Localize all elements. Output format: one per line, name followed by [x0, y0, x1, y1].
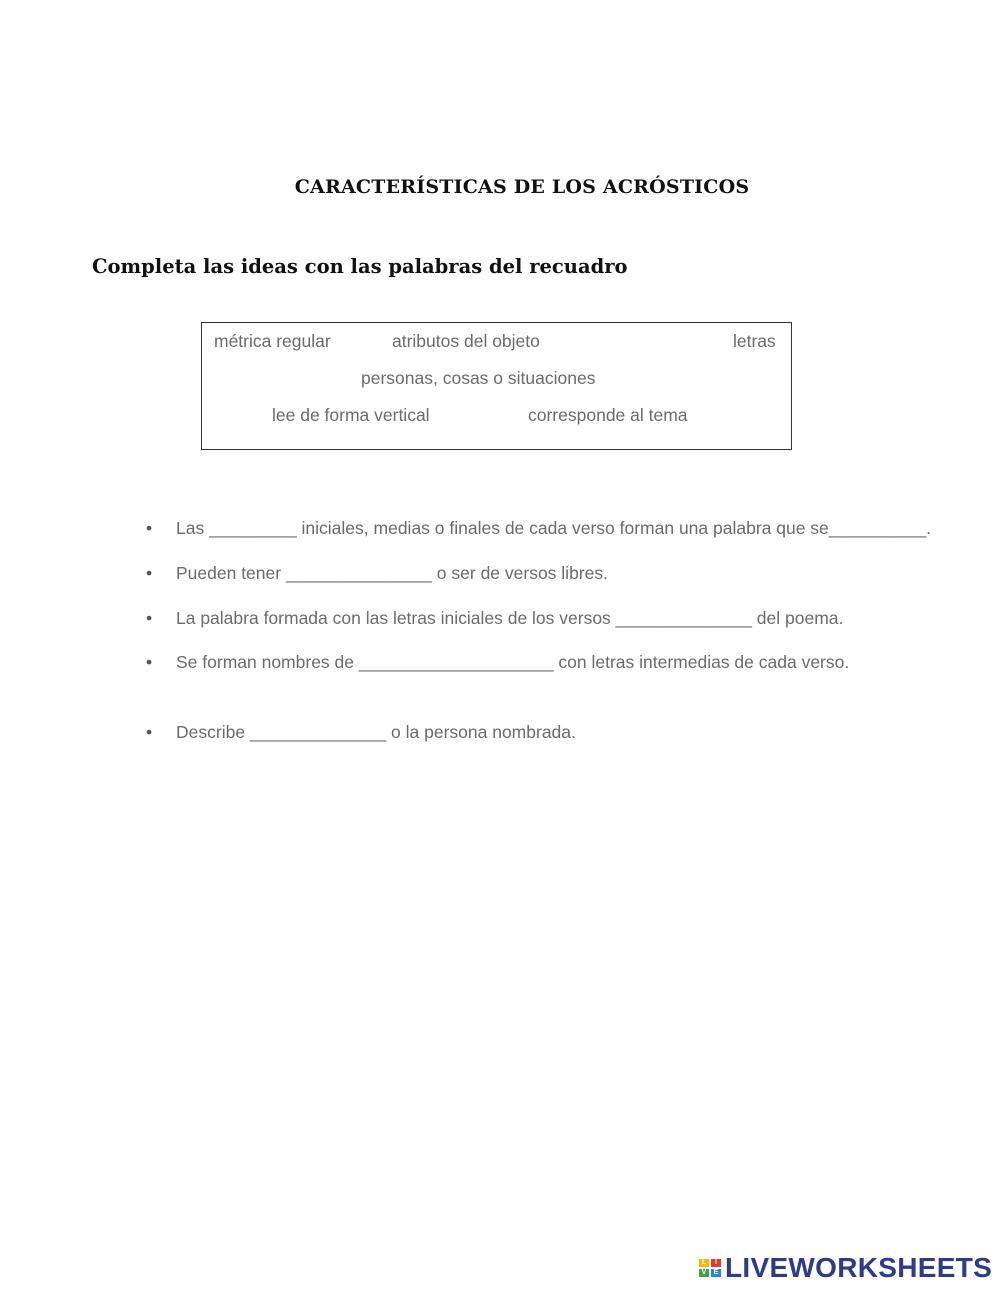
bullet-icon: • [146, 722, 153, 742]
liveworksheets-logo [699, 1252, 992, 1284]
logo-mark-letter: E [711, 1269, 721, 1277]
word-bank-item: métrica regular [214, 331, 331, 351]
list-item [146, 518, 931, 539]
worksheet-title: CARACTERÍSTICAS DE LOS ACRÓSTICOS [294, 176, 750, 198]
word-bank-item: atributos del objeto [392, 331, 540, 351]
word-bank-item: corresponde al tema [528, 405, 688, 425]
list-item [146, 563, 608, 584]
list-item [146, 608, 843, 629]
word-bank-item: lee de forma vertical [272, 405, 430, 425]
bullet-icon: • [146, 652, 153, 672]
word-bank-item: letras [733, 331, 776, 351]
sentence-text: Describe ______________ o la persona nombrada. [176, 722, 576, 742]
bullet-icon: • [146, 608, 153, 628]
word-bank-box [201, 322, 792, 450]
logo-mark-letter: I [711, 1259, 721, 1267]
instruction-heading: Completa las ideas con las palabras del recuadro [92, 255, 628, 278]
sentence-text: Se forman nombres de ____________________ con letras intermedias de cada verso. [176, 652, 850, 672]
sentence-text: La palabra formada con las letras iniciales de los versos ______________ del poema. [176, 608, 844, 628]
logo-mark-icon [699, 1259, 721, 1277]
word-bank-item: personas, cosas o situaciones [361, 368, 596, 388]
list-item [146, 722, 576, 743]
sentence-text: Las _________ iniciales, medias o finales de cada verso forman una palabra que se__________. [176, 518, 931, 538]
bullet-icon: • [146, 563, 153, 583]
logo-text: LIVEWORKSHEETS [725, 1252, 993, 1283]
list-item [146, 652, 849, 673]
sentence-text: Pueden tener _______________ o ser de versos libres. [176, 563, 608, 583]
logo-mark-letter: V [699, 1269, 709, 1277]
bullet-icon: • [146, 518, 153, 538]
logo-mark-letter: L [699, 1259, 709, 1267]
